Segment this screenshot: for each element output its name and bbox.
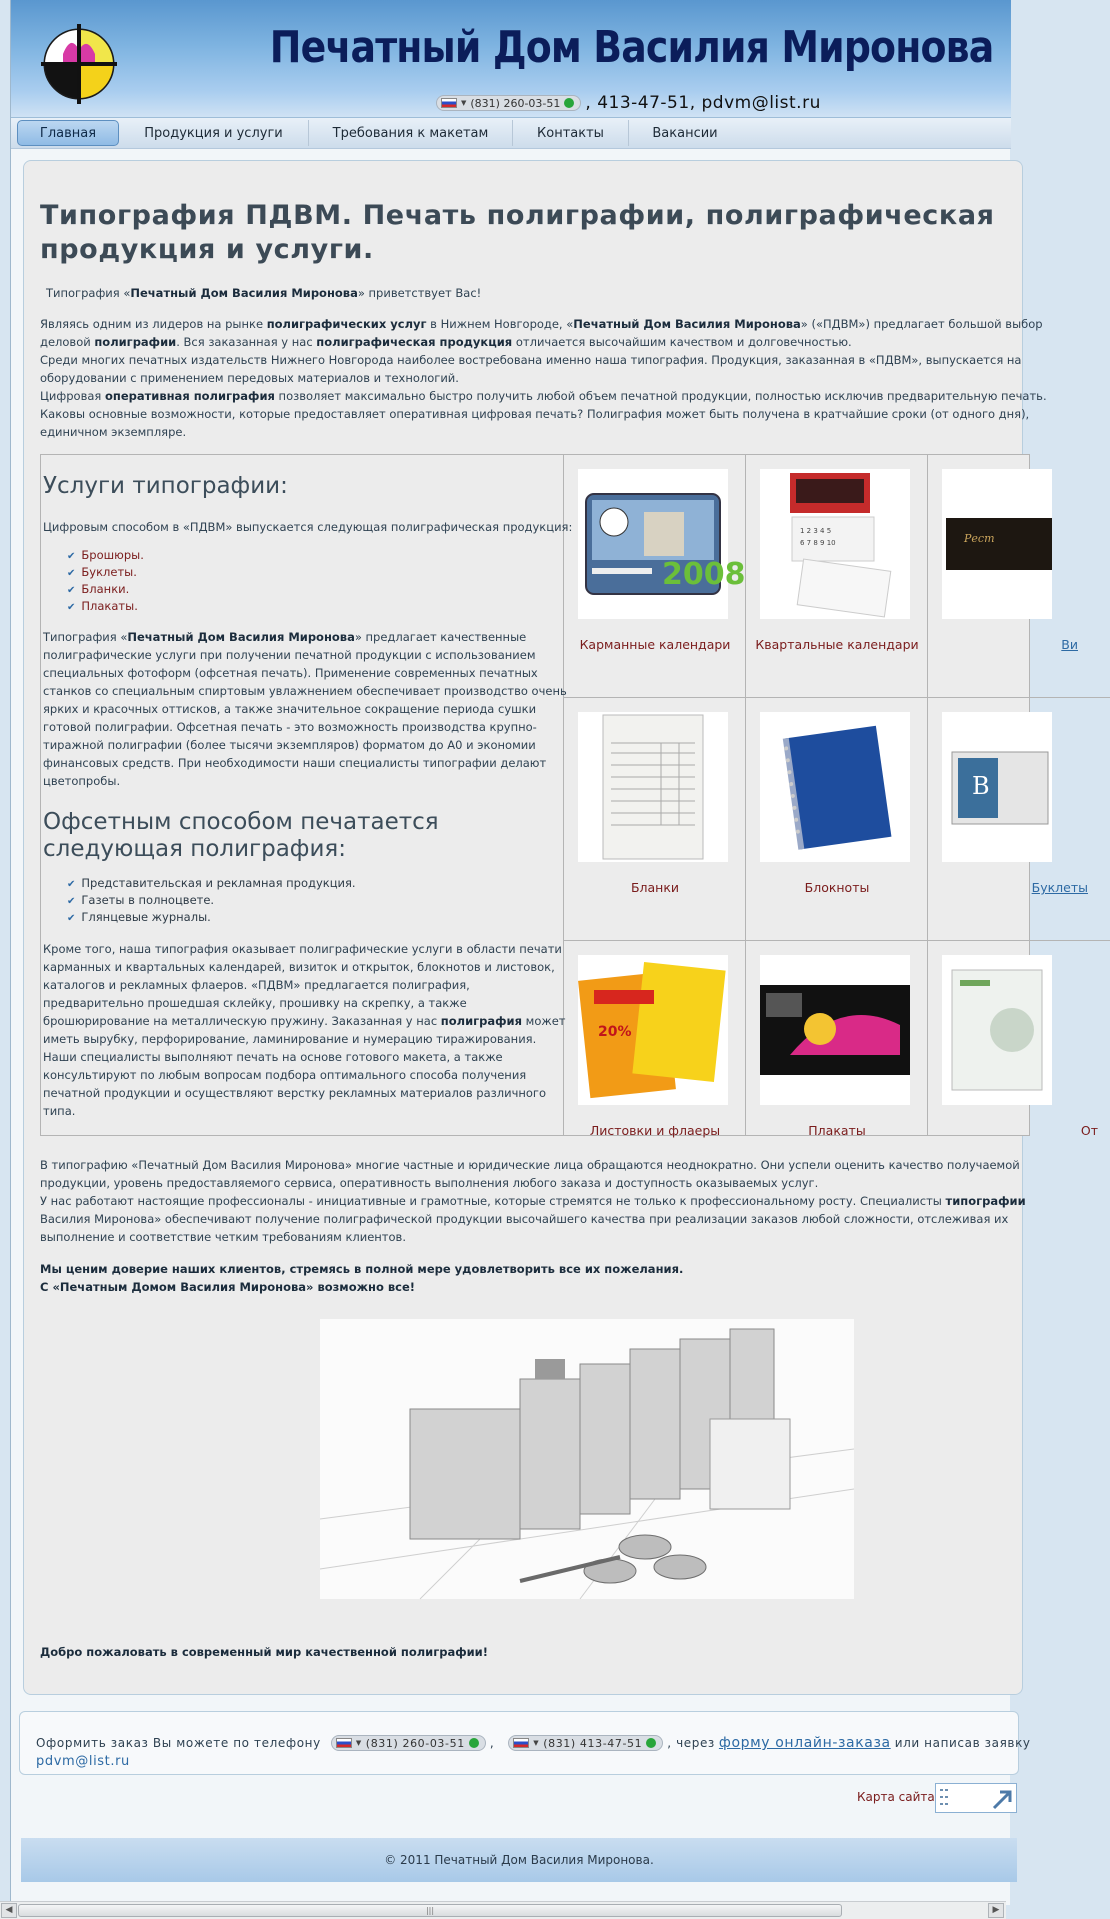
check-icon: ✔ <box>67 602 76 613</box>
product-card-flyers[interactable] <box>564 941 746 1136</box>
phone-widget[interactable] <box>331 1735 486 1751</box>
product-label[interactable]: Бланки <box>630 880 680 895</box>
order-box <box>19 1711 1031 1775</box>
business-card-image[interactable] <box>942 469 1052 619</box>
email-link[interactable]: pdvm@list.ru <box>36 1754 130 1769</box>
quarterly-calendar-image[interactable] <box>760 469 910 619</box>
product-card-booklets[interactable] <box>928 698 1110 941</box>
pocket-calendar-image[interactable] <box>578 469 746 619</box>
chevron-down-icon: ▼ <box>355 1739 362 1747</box>
list-item: ✔ Брошюры. <box>67 548 144 562</box>
product-label[interactable]: Карманные календари <box>579 637 731 652</box>
digital-intro: Цифровым способом в «ПДВМ» выпускается следующая полиграфическая продукция: <box>43 520 573 534</box>
scrollbar-thumb[interactable]: ||| <box>18 1904 842 1917</box>
nav-item-requirements[interactable]: Требования к макетам <box>309 120 513 146</box>
svg-text:2008: 2008 <box>662 557 746 592</box>
sitemap-icon[interactable] <box>935 1783 1017 1813</box>
welcome-text: Добро пожаловать в современный мир качественной полиграфии! <box>40 1645 488 1659</box>
check-icon: ✔ <box>67 896 76 907</box>
copyright: © 2011 Печатный Дом Василия Миронова. <box>384 1853 654 1867</box>
logo[interactable] <box>41 24 117 104</box>
svg-text:20%: 20% <box>598 1024 632 1040</box>
list-item: ✔ Газеты в полноцвете. <box>67 893 215 907</box>
check-icon: ✔ <box>67 551 76 562</box>
order-text: или написав заявку <box>894 1736 1031 1750</box>
nav-item-contacts[interactable]: Контакты <box>513 120 629 146</box>
check-icon: ✔ <box>67 913 76 924</box>
order-form-link[interactable]: форму онлайн-заказа <box>718 1735 891 1751</box>
greeting: Типография «Печатный Дом Василия Миронова» приветствует Вас! <box>46 286 482 300</box>
list-item: ✔ Буклеты. <box>67 565 137 579</box>
phone-widget[interactable] <box>508 1735 663 1751</box>
svg-text:Рест: Рест <box>964 532 995 545</box>
posters-image[interactable] <box>760 955 910 1105</box>
chevron-down-icon: ▼ <box>461 99 467 107</box>
product-label[interactable]: Ви <box>1061 637 1078 652</box>
russia-flag-icon <box>513 1738 529 1748</box>
product-label[interactable]: Плакаты <box>808 1123 866 1138</box>
printing-press-image <box>320 1319 854 1599</box>
main-content <box>23 160 1098 1695</box>
horizontal-scrollbar[interactable] <box>0 1901 1006 1919</box>
call-icon <box>469 1738 479 1748</box>
product-label[interactable]: Квартальные календари <box>755 637 919 652</box>
list-item: ✔ Плакаты. <box>67 599 138 613</box>
call-icon <box>646 1738 656 1748</box>
product-card-notepads[interactable] <box>746 698 928 941</box>
offset-description: Типография «Печатный Дом Василия Миронова» предлагает качественные полиграфические услуги при получении печатной продукции с использованием специальных фотоформ (офсетная печать). Применение современных печатных станков со специальным спиртовым увлажнением обеспечивает производство очень ярких и красочных оттисков, а также значительное сокращение периода сушки готовой полиграфии. Офсетная печать - это возможность производства крупно- тиражной полиграфии (более тысячи экземпляров) форматом до А0 и экономии финансовых средств. При необходимости наши специалисты типографии делают цветопробы. <box>43 630 567 788</box>
check-icon: ✔ <box>67 585 76 596</box>
check-icon: ✔ <box>67 568 76 579</box>
extra-services: Кроме того, наша типография оказывает полиграфические услуги в области печати карманных и квартальных календарей, визиток и открыток, блокнотов и листовок, каталогов и рекламных флаеров. «ПДВМ» предлагается полиграфия, предварительно прошедшая склейку, прошивку на скрепку, а также брошюрирование на металлическую пружину. Заказанная у нас полиграфия может иметь вырубку, перфорирование, ламинирование и нумерацию тиражирования. Наши специалисты выполняют печать на основе готового макета, а также консультируют по любым вопросам подбора оптимального способа получения печатной продукции и осуществляют верстку рекламных материалов различного типа. <box>43 942 566 1118</box>
main-nav <box>11 118 1011 149</box>
footer <box>21 1838 1017 1882</box>
call-icon <box>564 98 574 108</box>
russia-flag-icon <box>441 98 457 108</box>
order-text: Оформить заказ Вы можете по телефону <box>36 1736 321 1750</box>
scroll-left-icon[interactable]: ◀ <box>1 1903 17 1918</box>
product-card-forms[interactable] <box>564 698 746 941</box>
page <box>10 0 1098 1905</box>
svg-text:6 7 8 9 10: 6 7 8 9 10 <box>800 539 836 547</box>
product-card-postcards[interactable] <box>928 941 1110 1136</box>
order-text: , через <box>667 1736 715 1750</box>
page-title: Типография ПДВМ. Печать полиграфии, полиграфическая продукция и услуги. <box>40 200 995 265</box>
product-card-business-cards[interactable] <box>928 455 1110 698</box>
intro-paragraph: Являясь одним из лидеров на рынке полиграфических услуг в Нижнем Новгороде, «Печатный Дом Василия Миронова» («ПДВМ») предлагает большой выбор деловой полиграфии. Вся заказанная у нас полиграфическая продукция отличается высочайшим качеством и долговечностью. Среди многих печатных издательств Нижнего Новгорода наиболее востребована именно наша типография. Продукция, заказанная в «ПДВМ», выпускается на оборудовании с применением передовых материалов и технологий. Цифровая оперативная полиграфия позволяет максимально быстро получить любой объем печатной продукции, полностью исключив предварительную печать. Каковы основные возможности, которые предоставляет оперативная цифровая печать? Полиграфия может быть получена в кратчайшие сроки (от одного дня), единичном экземпляре. <box>40 317 1047 439</box>
header-contacts <box>436 92 821 114</box>
phone-widget[interactable] <box>436 95 581 111</box>
header <box>11 0 1011 118</box>
scroll-right-icon[interactable]: ▶ <box>988 1903 1004 1918</box>
svg-text:B: B <box>972 772 990 800</box>
services-text-column <box>41 455 573 1135</box>
trust-statement: Мы ценим доверие наших клиентов, стремясь в полной мере удовлетворить все их пожелания. С «Печатным Домом Василия Миронова» возможно все! <box>40 1262 684 1294</box>
product-label[interactable]: От <box>1080 1123 1098 1138</box>
services-table <box>40 454 1098 1138</box>
product-label[interactable]: Листовки и флаеры <box>589 1123 721 1138</box>
contact-text: , 413-47-51, pdvm@list.ru <box>585 93 821 113</box>
product-label[interactable]: Буклеты <box>1031 880 1088 895</box>
order-line <box>36 1735 1031 1751</box>
separator-comma: , <box>489 1736 495 1750</box>
notepad-image[interactable] <box>760 712 910 862</box>
services-heading: Услуги типографии: <box>43 473 288 499</box>
product-card-quarterly-calendars[interactable] <box>746 455 928 698</box>
flyers-image[interactable] <box>578 955 728 1105</box>
outro-paragraph: В типографию «Печатный Дом Василия Миронова» многие частные и юридические лица обращаются неоднократно. Они успели оценить качество получаемой продукции, уровень предоставляемого сервиса, оперативность выполнения любого заказа и доступность оказываемых услуг. У нас работают настоящие профессионалы - инициативные и грамотные, которые стремятся не только к профессиональному росту. Специалисты типографии Василия Миронова» обеспечивают получение полиграфической продукции высочайшего качества при реализации заказов любой сложности, отслеживая их выполнение и соответствие четким требованиям клиентов. <box>40 1158 1026 1244</box>
nav-item-vacancies[interactable]: Вакансии <box>652 125 718 141</box>
phone-number: (831) 413-47-51 <box>543 1736 643 1750</box>
postcards-image[interactable] <box>942 955 1052 1105</box>
svg-text:1 2 3 4 5: 1 2 3 4 5 <box>800 527 832 535</box>
sitemap-link[interactable]: Карта сайта <box>857 1790 935 1804</box>
phone-number: (831) 260-03-51 <box>470 96 561 110</box>
site-title: Печатный Дом Василия Миронова <box>269 22 993 73</box>
offset-heading: Офсетным способом печатается следующая полиграфия: <box>43 809 439 862</box>
list-item: ✔ Представительская и рекламная продукция. <box>67 876 356 890</box>
list-item: ✔ Бланки. <box>67 582 130 596</box>
nav-item-products[interactable]: Продукция и услуги <box>119 120 309 146</box>
list-item: ✔ Глянцевые журналы. <box>67 910 211 924</box>
product-card-posters[interactable] <box>746 941 928 1136</box>
chevron-down-icon: ▼ <box>533 1739 540 1747</box>
russia-flag-icon <box>336 1738 352 1748</box>
nav-item-home[interactable]: Главная <box>17 120 119 146</box>
check-icon: ✔ <box>67 879 76 890</box>
booklet-image[interactable] <box>942 712 1052 862</box>
forms-image[interactable] <box>578 712 728 862</box>
phone-number: (831) 260-03-51 <box>365 1736 465 1750</box>
product-label[interactable]: Блокноты <box>804 880 870 895</box>
product-card-pocket-calendars[interactable] <box>564 455 746 698</box>
